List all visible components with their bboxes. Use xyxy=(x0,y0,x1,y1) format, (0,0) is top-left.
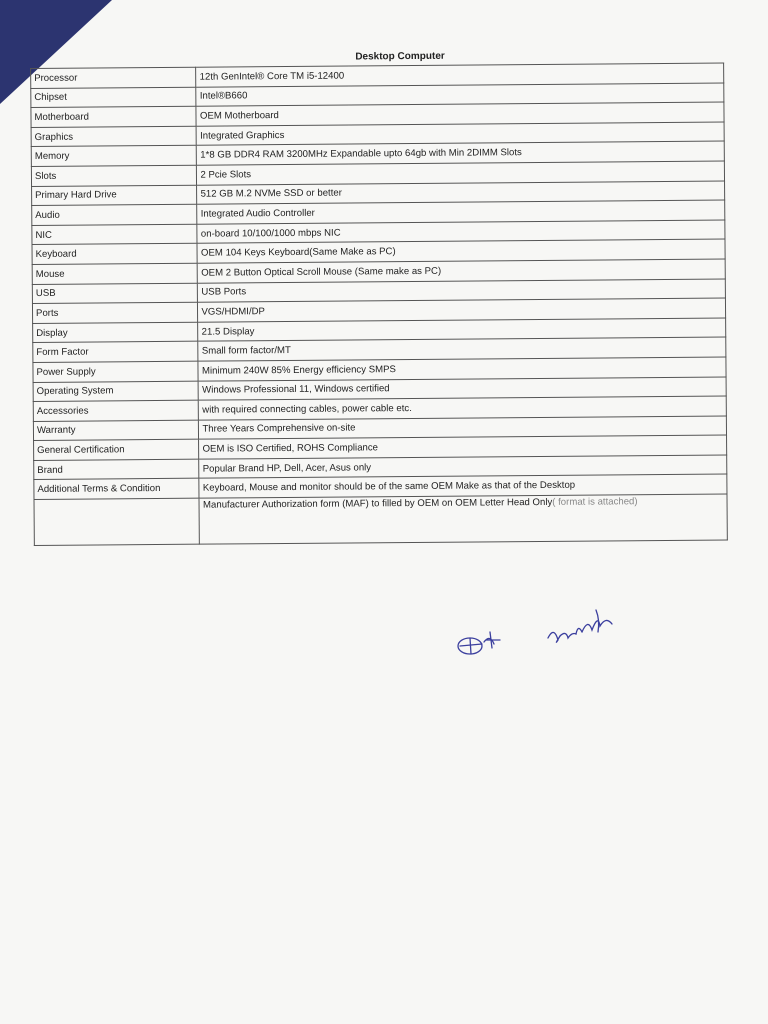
row-label: Form Factor xyxy=(33,342,199,363)
row-label: NIC xyxy=(32,224,198,245)
row-label: Motherboard xyxy=(31,106,197,127)
page-title: Desktop Computer xyxy=(355,50,445,63)
row-label: Operating System xyxy=(33,381,199,402)
row-label: Ports xyxy=(32,302,198,323)
row-value: 512 GB M.2 NVMe SSD or better xyxy=(197,181,725,205)
additional-line-2-suffix: ( format is attached) xyxy=(552,496,638,508)
row-value: Integrated Audio Controller xyxy=(197,200,725,224)
row-value: USB Ports xyxy=(198,279,726,303)
row-value: Popular Brand HP, Dell, Acer, Asus only xyxy=(199,455,727,479)
row-value xyxy=(199,494,727,544)
row-value: Three Years Comprehensive on-site xyxy=(199,416,727,440)
row-label: Mouse xyxy=(32,263,198,284)
row-label: Processor xyxy=(31,67,197,88)
row-value: OEM 2 Button Optical Scroll Mouse (Same make as PC) xyxy=(198,259,726,283)
additional-line-1: Keyboard, Mouse and monitor should be of the same OEM Make as that of the Desktop xyxy=(202,479,576,494)
row-value: Minimum 240W 85% Energy efficiency SMPS xyxy=(198,357,726,381)
spec-table-footer xyxy=(34,475,727,546)
row-label: Display xyxy=(33,322,199,343)
row-value: OEM Motherboard xyxy=(196,102,724,126)
row-value: 21.5 Display xyxy=(198,318,726,342)
row-value: Windows Professional 11, Windows certified xyxy=(199,377,727,401)
row-label: USB xyxy=(32,283,198,304)
spec-table xyxy=(30,63,728,546)
row-label: Graphics xyxy=(31,126,197,147)
row-value: on-board 10/100/1000 mbps NIC xyxy=(197,220,725,244)
row-value: VGS/HDMI/DP xyxy=(198,298,726,322)
row-label: Accessories xyxy=(33,400,199,421)
spec-table-body xyxy=(31,63,727,480)
row-label: Chipset xyxy=(31,87,197,108)
row-value: Integrated Graphics xyxy=(197,122,725,146)
row-label: Audio xyxy=(32,204,198,225)
row-value: 1*8 GB DDR4 RAM 3200MHz Expandable upto 64gb with Min 2DIMM Slots xyxy=(197,141,725,165)
table-row-maf xyxy=(34,494,727,545)
row-label: General Certification xyxy=(34,439,200,460)
row-label: Keyboard xyxy=(32,244,198,265)
row-label-empty xyxy=(34,498,200,545)
handwritten-signature xyxy=(450,596,630,666)
row-label: Power Supply xyxy=(33,361,199,382)
additional-line-2: Manufacturer Authorization form (MAF) to filled by OEM on OEM Letter Head Only xyxy=(202,496,553,511)
row-value: Small form factor/MT xyxy=(198,337,726,361)
row-value: Intel®B660 xyxy=(196,83,724,107)
row-label: Additional Terms & Condition xyxy=(34,479,200,500)
row-label: Memory xyxy=(31,146,197,167)
row-value: with required connecting cables, power cable etc. xyxy=(199,396,727,420)
row-label: Warranty xyxy=(33,420,199,441)
row-label: Brand xyxy=(34,459,200,480)
row-value: 12th GenIntel® Core TM i5-12400 xyxy=(196,63,724,87)
spec-sheet xyxy=(30,49,734,547)
row-value: OEM 104 Keys Keyboard(Same Make as PC) xyxy=(197,239,725,263)
row-label: Slots xyxy=(31,165,197,186)
row-value: OEM is ISO Certified, ROHS Compliance xyxy=(199,435,727,459)
row-label: Primary Hard Drive xyxy=(32,185,198,206)
row-value: 2 Pcie Slots xyxy=(197,161,725,185)
